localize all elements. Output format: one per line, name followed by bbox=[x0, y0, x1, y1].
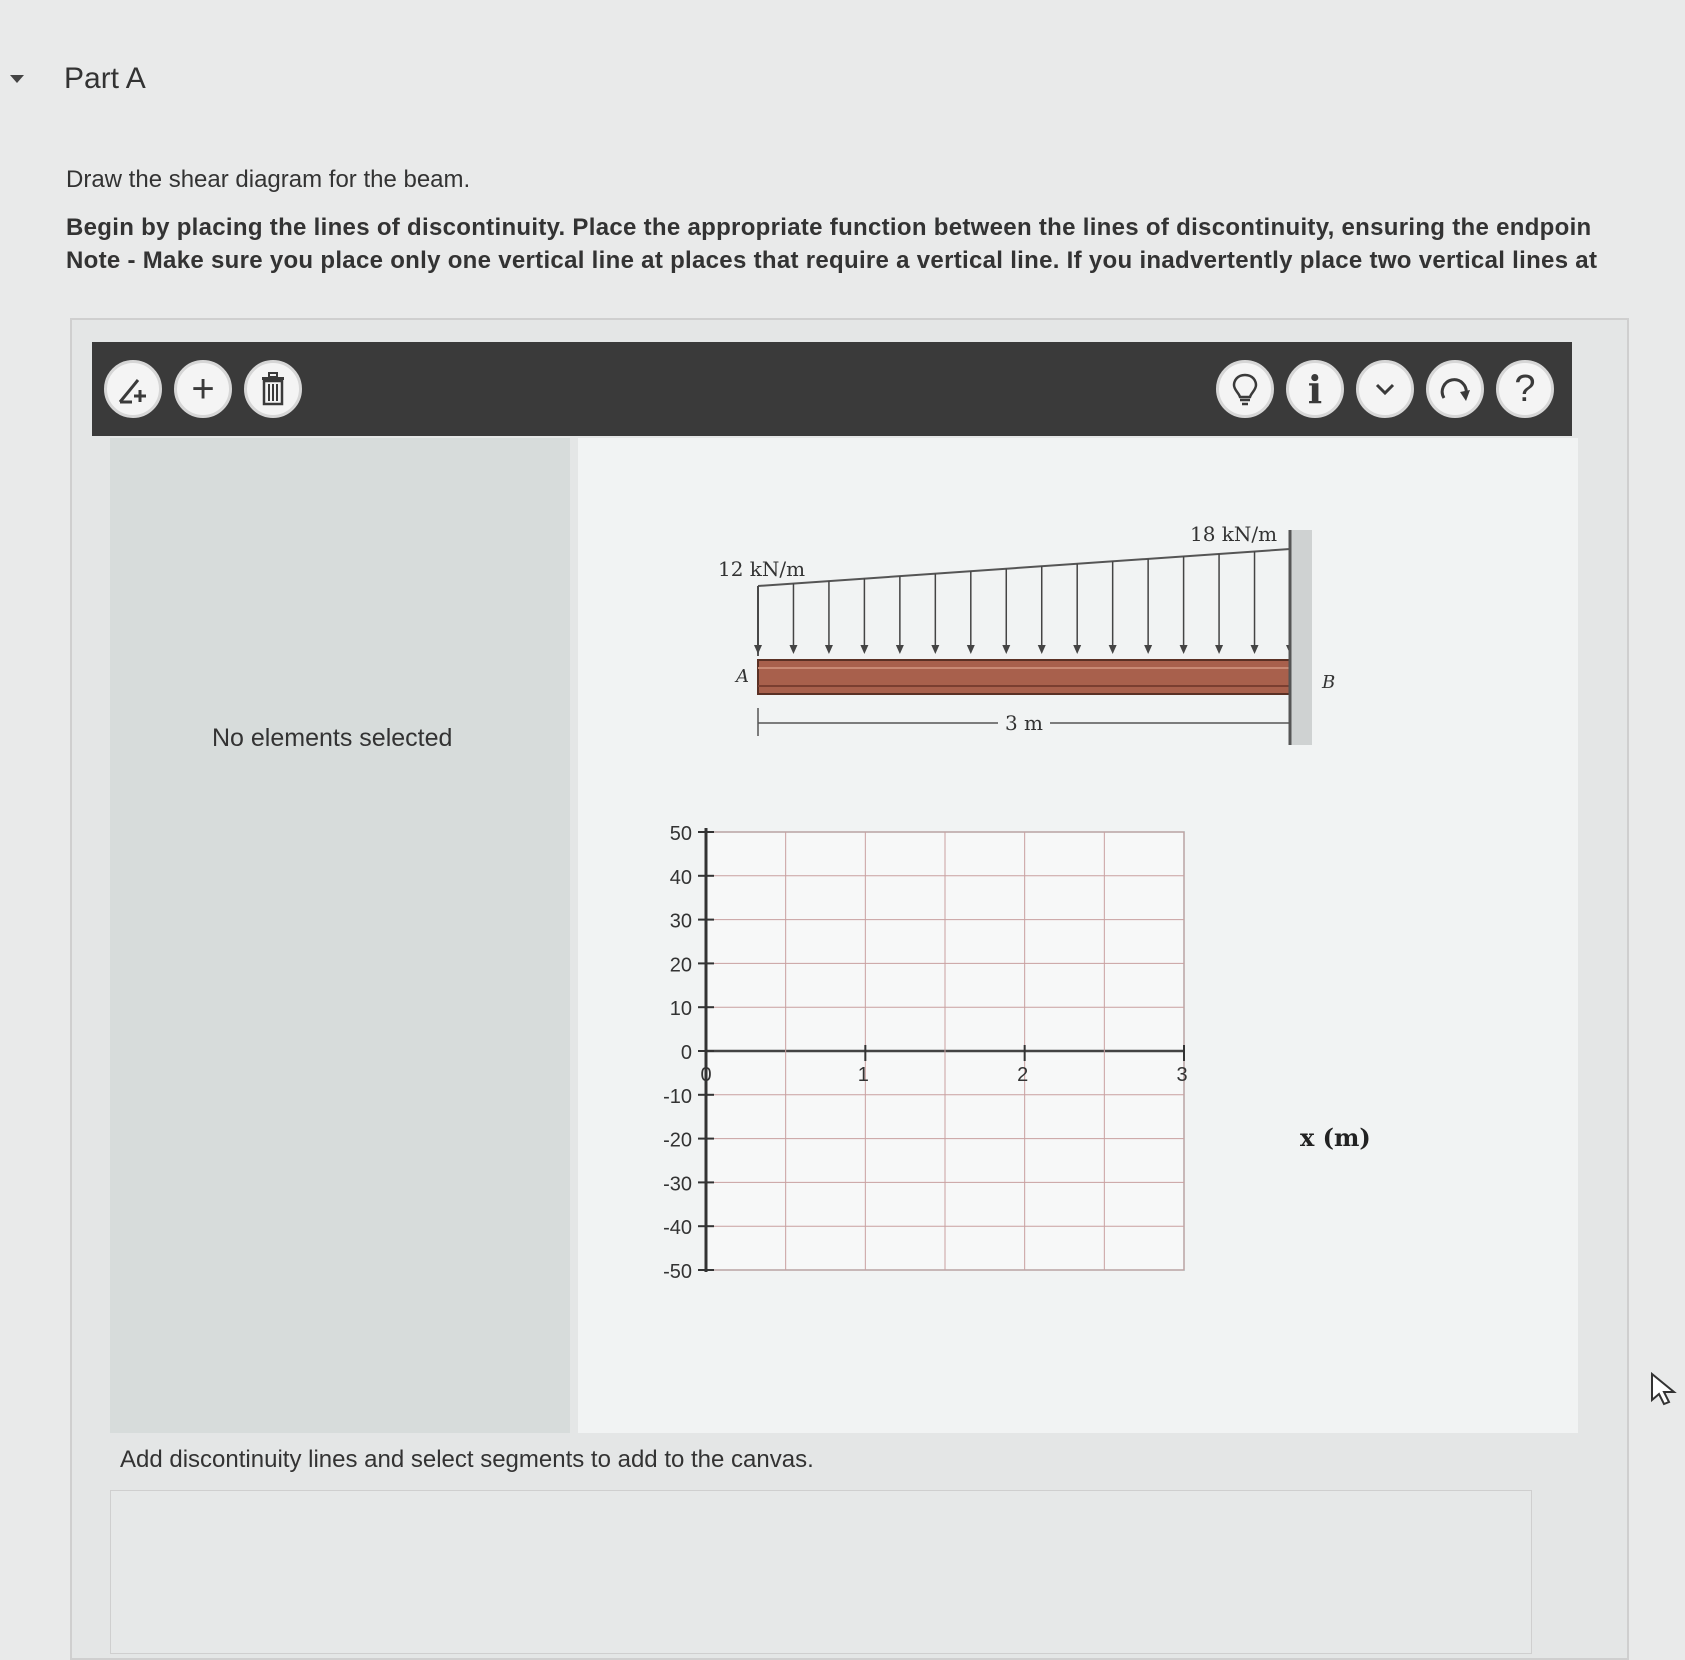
lightbulb-icon bbox=[1231, 372, 1259, 406]
support-a-label: A bbox=[736, 666, 749, 687]
x-tick-label: 2 bbox=[1017, 1064, 1029, 1086]
feedback-area bbox=[110, 1490, 1532, 1654]
load-arrow-head bbox=[1251, 645, 1259, 654]
canvas-figure[interactable] bbox=[578, 438, 1578, 1433]
load-arrow-head bbox=[967, 645, 975, 654]
instruction-note: Note - Make sure you place only one vertical line at places that require a vertical line. If you inadvertently place two vertical lines at bbox=[66, 247, 1598, 274]
info-icon: i bbox=[1307, 366, 1323, 412]
add-segment-button[interactable] bbox=[174, 360, 232, 418]
x-tick-label: 0 bbox=[700, 1064, 712, 1086]
reset-button[interactable] bbox=[1356, 360, 1414, 418]
toolbar bbox=[92, 342, 1572, 436]
load-arrow-head bbox=[825, 645, 833, 654]
load-arrow-head bbox=[1073, 645, 1081, 654]
plus-icon: + bbox=[191, 366, 215, 411]
x-tick-label: 3 bbox=[1176, 1064, 1188, 1086]
right-load-label: 18 kN/m bbox=[1190, 522, 1278, 546]
load-arrow-head bbox=[754, 645, 762, 654]
trash-icon bbox=[258, 372, 288, 406]
delete-button[interactable] bbox=[244, 360, 302, 418]
y-tick-label: -20 bbox=[663, 1129, 692, 1152]
help-icon: ? bbox=[1514, 367, 1536, 410]
properties-panel bbox=[110, 438, 570, 1433]
y-tick-label: -40 bbox=[663, 1217, 692, 1240]
y-tick-label: 50 bbox=[669, 823, 692, 845]
support-b-label: B bbox=[1322, 672, 1336, 693]
y-tick-label: 20 bbox=[669, 954, 692, 977]
instruction-discontinuity: Begin by placing the lines of discontinuity. Place the appropriate function between the lines of discontinuity, ensuring the endpoin bbox=[66, 214, 1592, 241]
load-arrow-head bbox=[789, 645, 797, 654]
load-arrow-head bbox=[1002, 645, 1010, 654]
part-title: Part A bbox=[64, 62, 146, 95]
undo-icon bbox=[1438, 374, 1472, 404]
load-arrow-head bbox=[1180, 645, 1188, 654]
beam-diagram bbox=[718, 522, 1335, 745]
load-arrow-head bbox=[1215, 645, 1223, 654]
no-elements-message: No elements selected bbox=[212, 724, 453, 752]
y-tick-label: 10 bbox=[669, 998, 692, 1021]
load-arrow-head bbox=[896, 645, 904, 654]
status-message: Add discontinuity lines and select segments to add to the canvas. bbox=[120, 1446, 814, 1473]
left-load-label: 12 kN/m bbox=[718, 557, 806, 581]
y-tick-label: 0 bbox=[680, 1042, 692, 1064]
load-profile bbox=[758, 549, 1290, 586]
chevron-down-icon bbox=[1374, 382, 1396, 396]
x-axis-label: x (m) bbox=[1300, 1123, 1371, 1152]
help-button[interactable] bbox=[1496, 360, 1554, 418]
load-arrows bbox=[754, 549, 1294, 654]
shear-grid bbox=[706, 828, 1184, 1272]
line-plus-icon bbox=[116, 372, 150, 406]
beam-body bbox=[758, 660, 1290, 694]
load-arrow-head bbox=[1109, 645, 1117, 654]
load-arrow-head bbox=[1038, 645, 1046, 654]
part-header[interactable] bbox=[10, 62, 146, 96]
y-tick-label: -50 bbox=[663, 1261, 692, 1283]
load-arrow-head bbox=[1144, 645, 1152, 654]
info-button[interactable] bbox=[1286, 360, 1344, 418]
y-tick-label: 30 bbox=[669, 910, 692, 933]
undo-button[interactable] bbox=[1426, 360, 1484, 418]
add-line-button[interactable] bbox=[104, 360, 162, 418]
load-arrow-head bbox=[860, 645, 868, 654]
mouse-cursor-icon bbox=[1650, 1372, 1678, 1406]
load-arrow-head bbox=[931, 645, 939, 654]
y-tick-label: 40 bbox=[669, 866, 692, 889]
instruction-main: Draw the shear diagram for the beam. bbox=[66, 166, 471, 193]
hint-button[interactable] bbox=[1216, 360, 1274, 418]
span-label: 3 m bbox=[1004, 711, 1044, 735]
fixed-wall bbox=[1290, 530, 1312, 745]
y-tick-label: -10 bbox=[663, 1085, 692, 1108]
y-tick-label: -30 bbox=[663, 1173, 692, 1196]
x-tick-label: 1 bbox=[857, 1064, 869, 1086]
collapse-caret-icon[interactable] bbox=[10, 75, 24, 83]
